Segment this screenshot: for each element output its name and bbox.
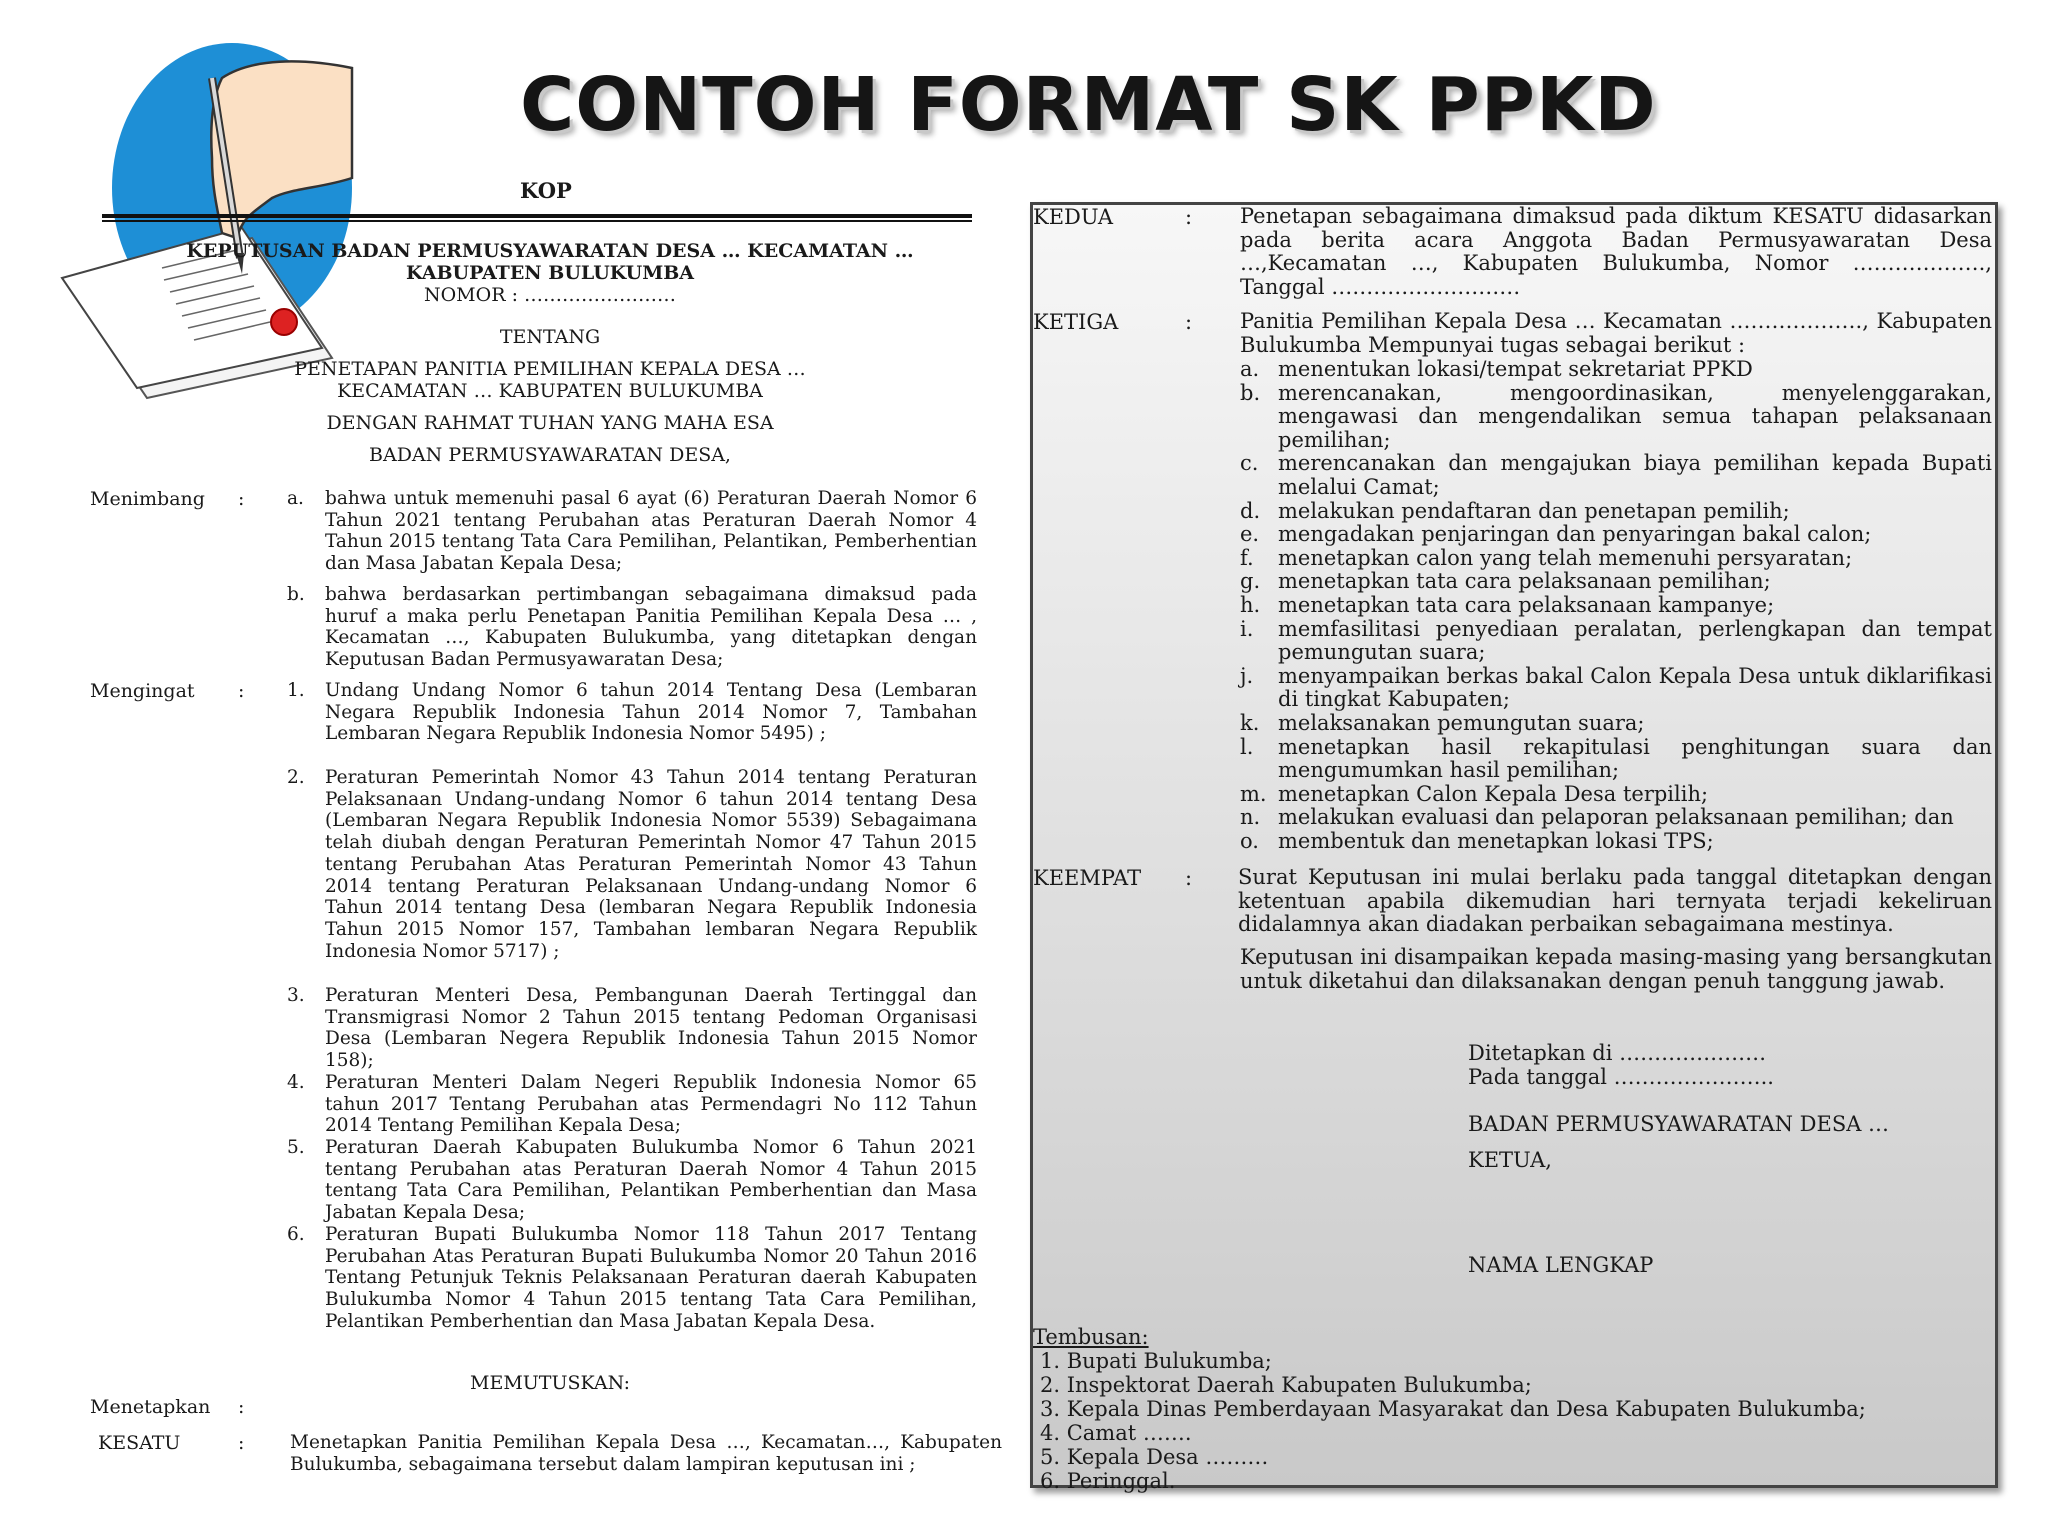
decree-subject-line2: KECAMATAN … KABUPATEN BULUKUMBA [337,380,763,402]
pada-tanggal: Pada tanggal ………………….. [1468,1065,1774,1089]
tembusan-item: 4. Camat ……. [1040,1421,1192,1445]
kop-divider-thin [102,220,972,222]
colon: : [1185,866,1193,890]
decree-heading-line1: KEPUTUSAN BADAN PERMUSYAWARATAN DESA … KECAMATAN … [186,240,914,262]
kedua-label: KEDUA [1033,205,1114,229]
kesatu-text: Menetapkan Panitia Pemilihan Kepala Desa …, Kecamatan…, Kabupaten Bulukumba, sebagaimana tersebut dalam lampiran keputusan ini ; [290,1432,1002,1475]
kesatu-label: KESATU [98,1432,181,1454]
tembusan-label: Tembusan: [1033,1325,1149,1349]
kop-label: KOP [520,178,572,203]
tentang-label: TENTANG [499,326,601,348]
colon: : [238,1432,245,1454]
decree-number: NOMOR : …………………… [423,284,677,306]
ketiga-text: Panitia Pemilihan Kepala Desa … Kecamatan ………………., Kabupaten Bulukumba Mempunyai tugas sebagai berikut : [1240,309,1992,357]
mengingat-label: Mengingat [90,680,195,702]
tembusan-item: 6. Peringgal. [1040,1469,1176,1493]
rahmat-line: DENGAN RAHMAT TUHAN YANG MAHA ESA [326,412,774,434]
memutuskan-label: MEMUTUSKAN: [470,1372,630,1394]
ditetapkan-di: Ditetapkan di ………………… [1468,1041,1767,1065]
signatory-role: KETUA, [1468,1148,1552,1172]
signatory-organization: BADAN PERMUSYAWARATAN DESA … [1468,1112,1890,1136]
kop-divider-thick [102,214,972,218]
menetapkan-label: Menetapkan [90,1396,211,1418]
colon: : [238,1396,245,1418]
tembusan-item: 1. Bupati Bulukumba; [1040,1349,1272,1373]
colon: : [238,680,245,702]
hand-writing-illustration [52,38,382,408]
kedua-text: Penetapan sebagaimana dimaksud pada diktum KESATU didasarkan pada berita acara Anggota Badan Permusyawaratan Desa …,Kecamatan …, Kabupaten Bulukumba, Nomor ………………., Tanggal ……………………… [1240,204,1992,299]
tembusan-item: 2. Inspektorat Daerah Kabupaten Bulukumba; [1040,1373,1532,1397]
bpd-line: BADAN PERMUSYAWARATAN DESA, [369,444,731,466]
colon: : [1185,310,1193,334]
disampaikan-text: Keputusan ini disampaikan kepada masing-masing yang bersangkutan untuk diketahui dan dilaksanakan dengan penuh tanggung jawab. [1240,945,1992,993]
page-title: CONTOH FORMAT SK PPKD [520,62,1657,148]
keempat-text: Surat Keputusan ini mulai berlaku pada tanggal ditetapkan dengan ketentuan apabila dikemudian hari ternyata terjadi kekeliruan didalamnya akan diadakan perbaikan sebagaimana mestinya. [1238,865,1992,937]
decree-subject-line1: PENETAPAN PANITIA PEMILIHAN KEPALA DESA … [294,358,806,380]
tembusan-item: 5. Kepala Desa ……… [1040,1445,1269,1469]
signatory-name: NAMA LENGKAP [1468,1253,1654,1277]
keempat-label: KEEMPAT [1033,866,1142,890]
decree-heading-line2: KABUPATEN BULUKUMBA [405,262,695,284]
menimbang-label: Menimbang [90,488,205,510]
colon: : [1185,205,1193,229]
colon: : [238,488,245,510]
ketiga-label: KETIGA [1033,310,1119,334]
tembusan-item: 3. Kepala Dinas Pemberdayaan Masyarakat dan Desa Kabupaten Bulukumba; [1040,1397,1866,1421]
